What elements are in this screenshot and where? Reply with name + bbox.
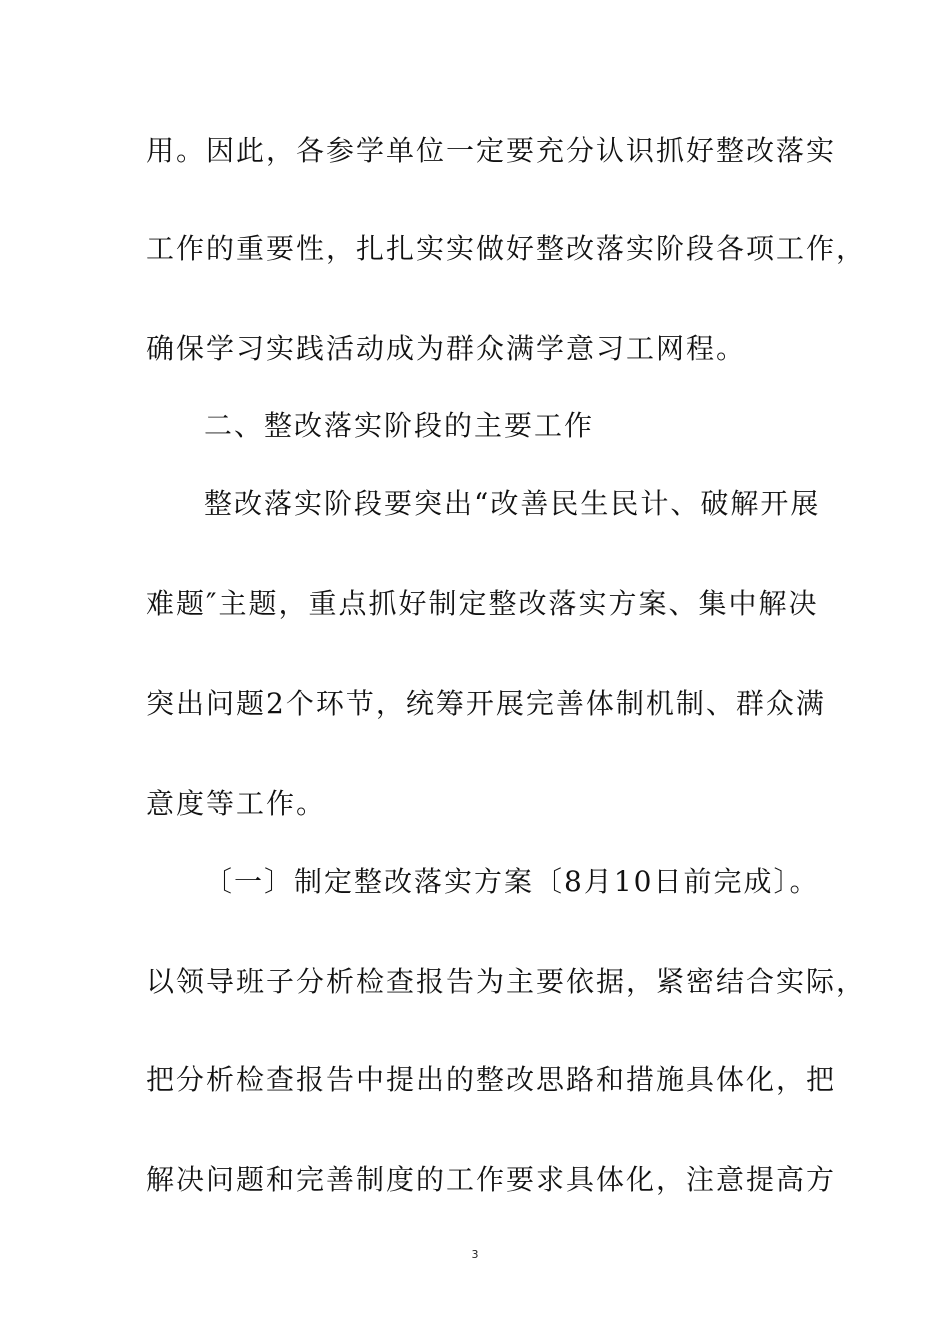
- subsection-heading: 〔一〕制定整改落实方案〔8月10日前完成〕。: [204, 865, 820, 898]
- body-text-line: 突出问题2个环节，统筹开展完善体制机制、群众满: [146, 687, 826, 720]
- page-number: 3: [471, 1248, 479, 1261]
- body-text-line: 意度等工作。: [146, 787, 327, 820]
- body-text-line: 难题″主题，重点抓好制定整改落实方案、集中解决: [146, 587, 819, 620]
- body-text-line: 确保学习实践活动成为群众满学意习工网程。: [146, 332, 747, 365]
- body-text-line: 用。因此，各参学单位一定要充分认识抓好整改落实: [146, 134, 837, 167]
- body-text-line: 工作的重要性，扎扎实实做好整改落实阶段各项工作，: [146, 232, 867, 265]
- body-text-line: 以领导班子分析检查报告为主要依据，紧密结合实际，: [146, 965, 867, 998]
- body-text-line: 解决问题和完善制度的工作要求具体化，注意提高方: [146, 1163, 837, 1196]
- body-text-line: 整改落实阶段要突出“改善民生民计、破解开展: [204, 487, 821, 520]
- section-heading: 二、整改落实阶段的主要工作: [204, 409, 595, 442]
- body-text-line: 把分析检查报告中提出的整改思路和措施具体化，把: [146, 1063, 837, 1096]
